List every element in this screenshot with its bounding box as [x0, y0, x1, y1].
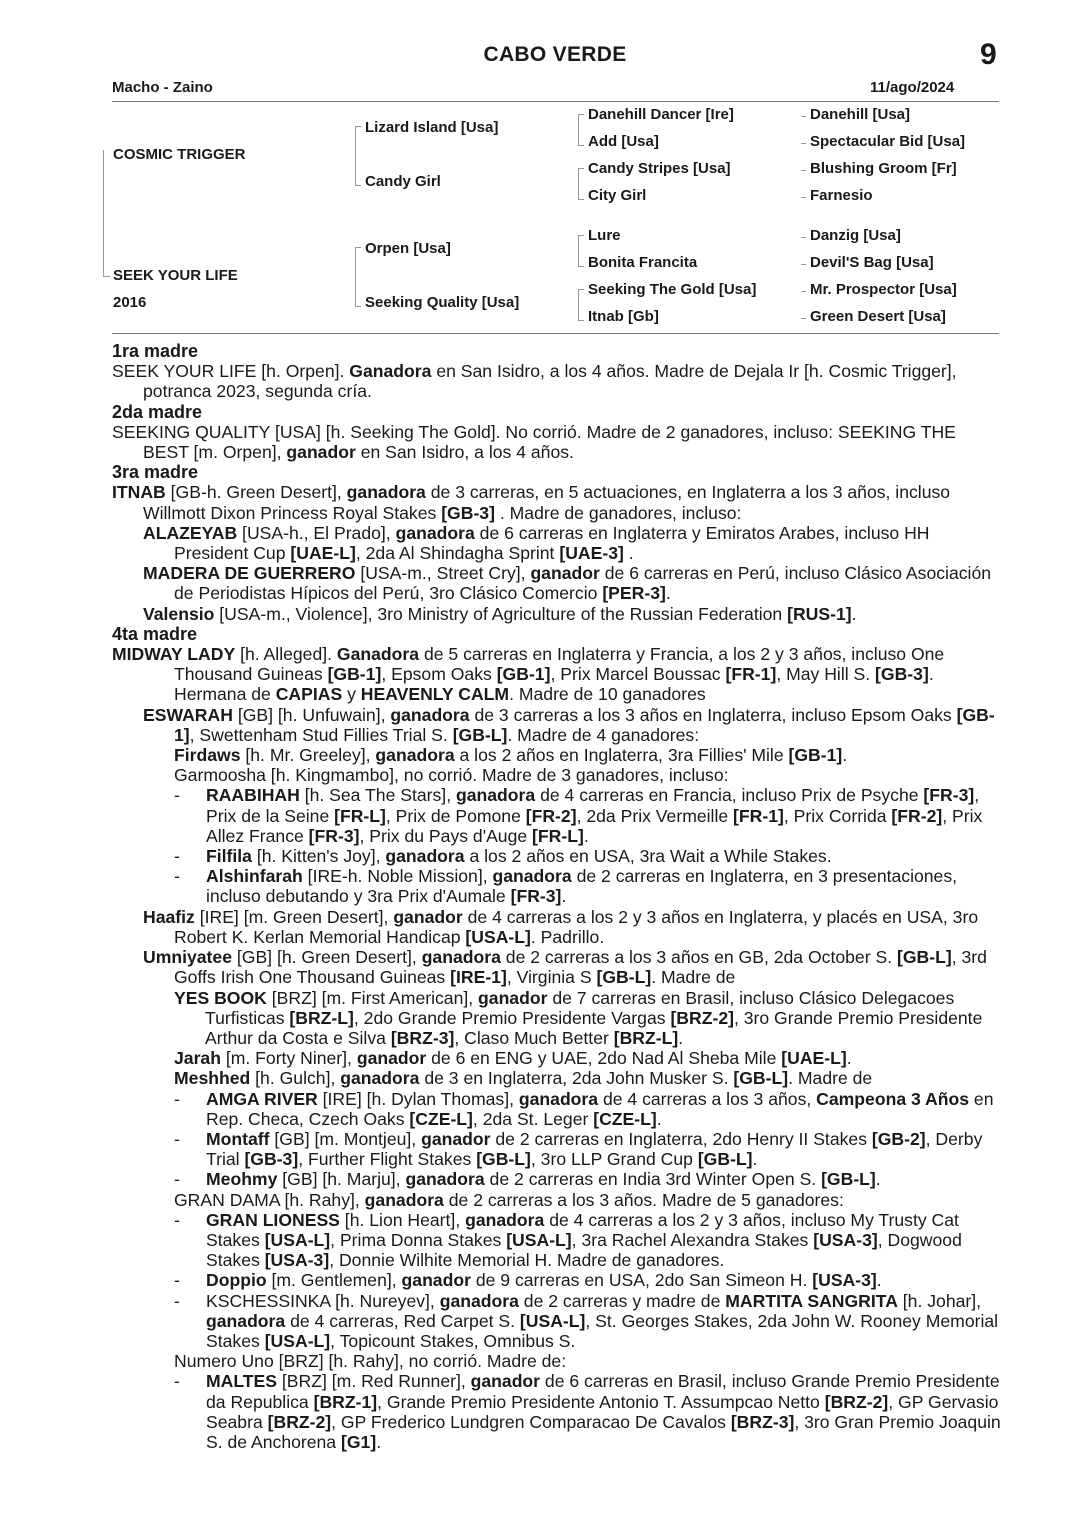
family-paragraph: MIDWAY LADY [h. Alleged]. Ganadora de 5 carreras en Inglaterra y Francia, a los 2 y 3 años, incluso One Thousand Guineas [GB-1], Epsom Oaks [GB-1], Prix Marcel Boussac [FR-1], May Hill S. [GB-3]. Hermana de CAPIAS y HEAVENLY CALM. Madre de 10 ganadores	[112, 644, 945, 705]
bracket-gen2-b	[355, 247, 361, 307]
family-paragraph: ESWARAH [GB] [h. Unfuwain], ganadora de 3 carreras a los 3 años en Inglaterra, incluso Epsom Oaks [GB-1], Swettenham Stud Fillies Trial S. [GB-L]. Madre de 4 ganadores:	[143, 704, 995, 745]
ped-g3-0: Danehill Dancer [Ire]	[588, 106, 734, 123]
ped-g2-1: Candy Girl	[365, 173, 441, 190]
dash-g4-7	[801, 318, 806, 319]
list-item: - KSCHESSINKA [h. Nureyev], ganadora de 2 carreras y madre de MARTITA SANGRITA [h. Johar], ganadora de 4 carreras, Red Carpet S. [USA-L], St. Georges Stakes, 2da John W. Rooney Memorial Stakes [USA-L], Topicount Stakes, Omnibus S.	[112, 1291, 1002, 1352]
ped-g4-2: Blushing Groom [Fr]	[810, 160, 957, 177]
dam-name: SEEK YOUR LIFE	[113, 267, 238, 284]
ped-g4-4: Danzig [Usa]	[810, 227, 901, 244]
birth-year: 2016	[113, 294, 147, 311]
bracket-gen1-end	[103, 150, 110, 277]
ped-g2-3: Seeking Quality [Usa]	[365, 294, 520, 311]
family-paragraph: YES BOOK [BRZ] [m. First American], ganador de 7 carreras en Brasil, incluso Clásico Delegacoes Turfisticas [BRZ-L], 2do Grande Premio Presidente Vargas [BRZ-2], 3ro Grande Premio Presidente Arthur da Costa e Silva [BRZ-3], Claso Much Better [BRZ-L].	[174, 987, 983, 1048]
family-text	[112, 341, 1002, 1452]
sex-color: Macho - Zaino	[112, 79, 213, 96]
ped-g4-3: Farnesio	[810, 187, 873, 204]
dash-g4-1	[801, 143, 806, 144]
family-paragraph: Jarah [m. Forty Niner], ganador de 6 en ENG y UAE, 2do Nad Al Sheba Mile [UAE-L].	[174, 1048, 852, 1069]
ped-g2-0: Lizard Island [Usa]	[365, 119, 499, 136]
dash-g4-6	[801, 291, 806, 292]
list-item: - Montaff [GB] [m. Montjeu], ganador de 2 carreras en Inglaterra, 2do Henry II Stakes [GB-2], Derby Trial [GB-3], Further Flight Stakes [GB-L], 3ro LLP Grand Cup [GB-L].	[112, 1129, 1002, 1169]
page-number: 9	[980, 38, 997, 71]
list-item: - Filfila [h. Kitten's Joy], ganadora a los 2 años en USA, 3ra Wait a While Stakes.	[112, 846, 1002, 866]
family-paragraph: GRAN DAMA [h. Rahy], ganadora de 2 carreras a los 3 años. Madre de 5 ganadores:	[174, 1189, 844, 1210]
bracket-gen2-a	[355, 126, 361, 186]
ped-g3-1: Add [Usa]	[588, 133, 659, 150]
list-item: - GRAN LIONESS [h. Lion Heart], ganadora de 4 carreras a los 2 y 3 años, incluso My Trusty Cat Stakes [USA-L], Prima Donna Stakes [USA-L], 3ra Rachel Alexandra Stakes [USA-3], Dogwood Stakes [USA-3], Donnie Wilhite Memorial H. Madre de ganadores.	[112, 1210, 1002, 1271]
family-paragraph: SEEKING QUALITY [USA] [h. Seeking The Gold]. No corrió. Madre de 2 ganadores, incluso: SEEKING THE BEST [m. Orpen], ganador en San Isidro, a los 4 años.	[112, 421, 956, 463]
ped-g3-2: Candy Stripes [Usa]	[588, 160, 731, 177]
bracket-gen3-b	[578, 168, 584, 200]
family-paragraph: Meshhed [h. Gulch], ganadora de 3 en Inglaterra, 2da John Musker S. [GB-L]. Madre de	[174, 1068, 873, 1089]
family-paragraph: ALAZEYAB [USA-h., El Prado], ganadora de 6 carreras en Inglaterra y Emiratos Arabes, incluso HH President Cup [UAE-L], 2da Al Shindagha Sprint [UAE-3] .	[143, 522, 930, 564]
pedigree-rule	[112, 333, 999, 334]
ped-g4-0: Danehill [Usa]	[810, 106, 911, 123]
section-heading: 4ta madre	[112, 623, 198, 644]
report-date: 11/ago/2024	[870, 79, 955, 96]
family-paragraph: Valensio [USA-m., Violence], 3ro Ministry of Agriculture of the Russian Federation [RUS-1].	[143, 603, 857, 624]
section-heading: 2da madre	[112, 401, 203, 422]
list-item: - Alshinfarah [IRE-h. Noble Mission], ganadora de 2 carreras en Inglaterra, en 3 presentaciones, incluso debutando y 3ra Prix d'Aumale [FR-3].	[112, 866, 1002, 906]
ped-g4-1: Spectacular Bid [Usa]	[810, 133, 966, 150]
ped-g4-6: Mr. Prospector [Usa]	[810, 281, 957, 298]
list-item: - Meohmy [GB] [h. Marju], ganadora de 2 carreras en India 3rd Winter Open S. [GB-L].	[112, 1169, 1002, 1189]
dash-g4-4	[801, 237, 806, 238]
list-item: - AMGA RIVER [IRE] [h. Dylan Thomas], ganadora de 4 carreras a los 3 años, Campeona 3 Años en Rep. Checa, Czech Oaks [CZE-L], 2da St. Leger [CZE-L].	[112, 1089, 1002, 1129]
list-item: - Doppio [m. Gentlemen], ganador de 9 carreras en USA, 2do San Simeon H. [USA-3].	[112, 1270, 1002, 1290]
family-paragraph: Firdaws [h. Mr. Greeley], ganadora a los 2 años en Inglaterra, 3ra Fillies' Mile [GB-1].	[174, 745, 848, 766]
ped-g3-3: City Girl	[588, 187, 647, 204]
dash-g4-0	[801, 116, 806, 117]
ped-g4-5: Devil'S Bag [Usa]	[810, 254, 934, 271]
ped-g3-4: Lure	[588, 227, 621, 244]
sire-name: COSMIC TRIGGER	[113, 146, 246, 163]
ped-g4-7: Green Desert [Usa]	[810, 308, 946, 325]
ped-g3-6: Seeking The Gold [Usa]	[588, 281, 757, 298]
family-paragraph: Numero Uno [BRZ] [h. Rahy], no corrió. Madre de:	[174, 1351, 567, 1372]
section-heading: 3ra madre	[112, 462, 199, 483]
dash-g4-2	[801, 170, 806, 171]
dash-g4-5	[801, 264, 806, 265]
bracket-gen3-c	[578, 235, 584, 267]
family-paragraph: SEEK YOUR LIFE [h. Orpen]. Ganadora en San Isidro, a los 4 años. Madre de Dejala Ir [h. Cosmic Trigger], potranca 2023, segunda cría.	[112, 361, 957, 402]
family-paragraph: Umniyatee [GB] [h. Green Desert], ganadora de 2 carreras a los 3 años en GB, 2da October S. [GB-L], 3rd Goffs Irish One Thousand Guineas [IRE-1], Virginia S [GB-L]. Madre de	[143, 947, 987, 988]
family-paragraph: ITNAB [GB-h. Green Desert], ganadora de 3 carreras, en 5 actuaciones, en Inglaterra a los 3 años, incluso Willmott Dixon Princess Royal Stakes [GB-3] . Madre de ganadores, incluso:	[112, 482, 951, 523]
bracket-gen3-a	[578, 114, 584, 146]
family-paragraph: Garmoosha [h. Kingmambo], no corrió. Madre de 3 ganadores, incluso:	[174, 765, 729, 786]
ped-g3-5: Bonita Francita	[588, 254, 698, 271]
list-item: - RAABIHAH [h. Sea The Stars], ganadora de 4 carreras en Francia, incluso Prix de Psyche [FR-3], Prix de la Seine [FR-L], Prix de Pomone [FR-2], 2da Prix Vermeille [FR-1], Prix Corrida [FR-2], Prix Allez France [FR-3], Prix du Pays d'Auge [FR-L].	[112, 785, 1002, 846]
family-paragraph: MADERA DE GUERRERO [USA-m., Street Cry], ganador de 6 carreras en Perú, incluso Clásico Asociación de Periodistas Hípicos del Perú, 3ro Clásico Comercio [PER-3].	[143, 563, 992, 604]
top-rule	[112, 101, 999, 102]
bracket-gen3-d	[578, 289, 584, 321]
ped-g2-2: Orpen [Usa]	[365, 240, 451, 257]
family-paragraph: Haafiz [IRE] [m. Green Desert], ganador de 4 carreras a los 2 y 3 años en Inglaterra, y placés en USA, 3ro Robert K. Kerlan Memorial Handicap [USA-L]. Padrillo.	[143, 906, 979, 947]
ped-g3-7: Itnab [Gb]	[588, 308, 659, 325]
list-item: - MALTES [BRZ] [m. Red Runner], ganador de 6 carreras en Brasil, incluso Grande Premio Presidente da Republica [BRZ-1], Grande Premio Presidente Antonio T. Assumpcao Netto [BRZ-2], GP Gervasio Seabra [BRZ-2], GP Frederico Lundgren Comparacao De Cavalos [BRZ-3], 3ro Gran Premio Joaquin S. de Anchorena [G1].	[112, 1371, 1002, 1452]
horse-name-title: CABO VERDE	[483, 43, 627, 66]
dash-g4-3	[801, 197, 806, 198]
section-heading: 1ra madre	[112, 341, 199, 361]
